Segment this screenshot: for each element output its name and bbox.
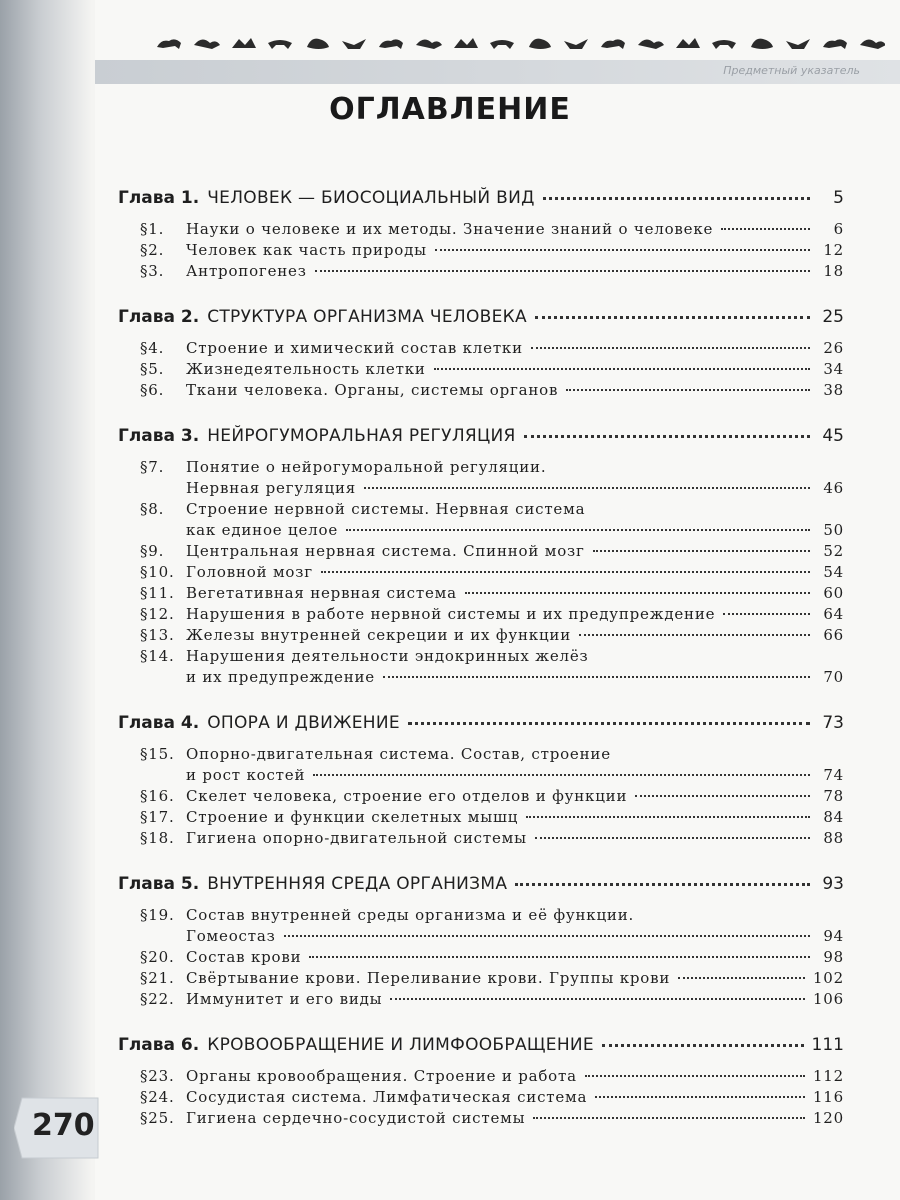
section-page-number: 26	[823, 339, 844, 357]
section-number: §8.	[140, 500, 165, 518]
section-number: §3.	[140, 262, 165, 280]
section-number: §7.	[140, 458, 165, 476]
section-row[interactable]	[118, 1067, 844, 1088]
section-row[interactable]	[118, 969, 844, 990]
section-row[interactable]	[118, 948, 844, 969]
section-page-number: 70	[823, 668, 844, 686]
dot-leader	[533, 1117, 805, 1119]
section-title: Центральная нервная система. Спинной мозг	[186, 542, 585, 560]
animal-silhouette-icon	[414, 33, 442, 51]
section-title: Науки о человеке и их методы. Значение знаний о человеке	[186, 220, 714, 238]
section-number: §19.	[140, 906, 175, 924]
section-row[interactable]	[118, 542, 844, 563]
dot-leader	[408, 722, 810, 725]
dot-leader	[465, 592, 810, 594]
section-page-number: 106	[812, 990, 844, 1008]
animal-silhouette-icon	[340, 33, 368, 51]
chapter-title: КРОВООБРАЩЕНИЕ И ЛИМФООБРАЩЕНИЕ	[207, 1035, 594, 1055]
animal-silhouette-icon	[155, 33, 183, 51]
section-row[interactable]	[118, 220, 844, 241]
animal-silhouette-icon	[229, 33, 257, 51]
section-number: §17.	[140, 808, 175, 826]
section-number: §9.	[140, 542, 165, 560]
section-number: §23.	[140, 1067, 175, 1085]
section-title: Свёртывание крови. Переливание крови. Группы крови	[186, 969, 671, 987]
section-row[interactable]	[118, 990, 844, 1011]
dot-leader	[435, 249, 810, 251]
chapter-sections	[118, 906, 844, 1011]
section-row[interactable]	[118, 458, 844, 479]
section-page-number: 116	[812, 1088, 844, 1106]
section-row[interactable]	[118, 626, 844, 647]
chapter-heading[interactable]	[118, 307, 844, 333]
section-row[interactable]	[118, 605, 844, 626]
chapter-heading[interactable]	[118, 1035, 844, 1061]
dot-leader	[315, 270, 810, 272]
page-title: ОГЛАВЛЕНИЕ	[329, 92, 571, 127]
table-of-contents	[118, 188, 844, 1154]
section-title: Гигиена сердечно-сосудистой системы	[186, 1109, 526, 1127]
section-title: Ткани человека. Органы, системы органов	[186, 381, 559, 399]
chapter-title: СТРУКТУРА ОРГАНИЗМА ЧЕЛОВЕКА	[207, 307, 527, 327]
animal-silhouette-icon	[710, 33, 738, 51]
section-page-number: 60	[823, 584, 844, 602]
dot-leader	[566, 389, 810, 391]
dot-leader	[526, 816, 810, 818]
animal-silhouette-icon	[488, 33, 516, 51]
section-number: §14.	[140, 647, 175, 665]
section-row[interactable]	[118, 647, 844, 668]
dot-leader	[284, 935, 810, 937]
page-number-badge	[14, 1092, 104, 1164]
animal-silhouette-icon	[451, 33, 479, 51]
chapter-sections	[118, 458, 844, 689]
section-title: Опорно-двигательная система. Состав, строение	[186, 745, 611, 763]
section-title: Железы внутренней секреции и их функции	[186, 626, 572, 644]
chapter-sections	[118, 339, 844, 402]
chapter-label: Глава 3.	[118, 426, 200, 446]
chapter-sections	[118, 1067, 844, 1130]
chapter-page-number: 73	[822, 713, 844, 733]
section-number: §6.	[140, 381, 165, 399]
dot-leader	[313, 774, 810, 776]
section-page-number: 88	[823, 829, 844, 847]
section-number: §11.	[140, 584, 175, 602]
chapter-heading[interactable]	[118, 188, 844, 214]
dot-leader	[309, 956, 810, 958]
section-row[interactable]	[118, 829, 844, 850]
animal-silhouette-icon	[525, 33, 553, 51]
section-title: как единое целое	[186, 521, 339, 539]
dot-leader	[390, 998, 805, 1000]
section-row[interactable]	[118, 241, 844, 262]
section-title: Понятие о нейрогуморальной регуляции.	[186, 458, 547, 476]
section-page-number: 50	[823, 521, 844, 539]
section-row[interactable]	[118, 339, 844, 360]
section-row[interactable]	[118, 668, 844, 689]
section-number: §15.	[140, 745, 175, 763]
dot-leader	[535, 316, 810, 319]
chapter-page-number: 25	[822, 307, 844, 327]
section-number: §12.	[140, 605, 175, 623]
section-title: и рост костей	[186, 766, 306, 784]
section-number: §10.	[140, 563, 175, 581]
dot-leader	[721, 228, 810, 230]
section-number: §13.	[140, 626, 175, 644]
section-row[interactable]	[118, 906, 844, 927]
dot-leader	[434, 368, 810, 370]
section-row[interactable]	[118, 787, 844, 808]
section-row[interactable]	[118, 766, 844, 787]
chapter-page-number: 93	[822, 874, 844, 894]
chapter-heading[interactable]	[118, 713, 844, 739]
dot-leader	[346, 529, 810, 531]
animal-decoration-strip	[155, 30, 885, 54]
dot-leader	[579, 634, 810, 636]
section-row[interactable]	[118, 1109, 844, 1130]
chapter-label: Глава 2.	[118, 307, 200, 327]
animal-silhouette-icon	[303, 33, 331, 51]
chapter-title: ЧЕЛОВЕК — БИОСОЦИАЛЬНЫЙ ВИД	[207, 188, 535, 208]
section-page-number: 84	[823, 808, 844, 826]
section-title: Нервная регуляция	[186, 479, 357, 497]
dot-leader	[543, 197, 810, 200]
section-page-number: 34	[823, 360, 844, 378]
section-title: Антропогенез	[186, 262, 307, 280]
section-title: Сосудистая система. Лимфатическая система	[186, 1088, 588, 1106]
section-row[interactable]	[118, 500, 844, 521]
chapter-label: Глава 5.	[118, 874, 200, 894]
section-number: §25.	[140, 1109, 175, 1127]
dot-leader	[515, 883, 810, 886]
section-title: Вегетативная нервная система	[186, 584, 457, 602]
section-title: Состав внутренней среды организма и её функции.	[186, 906, 635, 924]
section-page-number: 6	[833, 220, 844, 238]
dot-leader	[531, 347, 810, 349]
dot-leader	[678, 977, 805, 979]
section-row[interactable]	[118, 745, 844, 766]
chapter-heading[interactable]	[118, 874, 844, 900]
section-page-number: 46	[823, 479, 844, 497]
section-number: §1.	[140, 220, 165, 238]
section-title: и их предупреждение	[186, 668, 375, 686]
chapter-title: ВНУТРЕННЯЯ СРЕДА ОРГАНИЗМА	[207, 874, 508, 894]
chapter-label: Глава 1.	[118, 188, 200, 208]
chapter-heading[interactable]	[118, 426, 844, 452]
section-page-number: 38	[823, 381, 844, 399]
section-row[interactable]	[118, 360, 844, 381]
section-title: Головной мозг	[186, 563, 313, 581]
animal-silhouette-icon	[673, 33, 701, 51]
animal-silhouette-icon	[266, 33, 294, 51]
dot-leader	[364, 487, 810, 489]
section-number: §5.	[140, 360, 165, 378]
chapter-sections	[118, 745, 844, 850]
section-page-number: 18	[823, 262, 844, 280]
animal-silhouette-icon	[747, 33, 775, 51]
section-row[interactable]	[118, 521, 844, 542]
section-page-number: 94	[823, 927, 844, 945]
section-page-number: 12	[823, 241, 844, 259]
section-number: §21.	[140, 969, 175, 987]
animal-silhouette-icon	[599, 33, 627, 51]
dot-leader	[602, 1044, 804, 1047]
section-row[interactable]	[118, 1088, 844, 1109]
section-title: Строение и функции скелетных мышц	[186, 808, 519, 826]
section-row[interactable]	[118, 479, 844, 500]
section-title: Строение нервной системы. Нервная система	[186, 500, 586, 518]
dot-leader	[723, 613, 810, 615]
dot-leader	[535, 837, 810, 839]
animal-silhouette-icon	[784, 33, 812, 51]
section-title: Органы кровообращения. Строение и работа	[186, 1067, 577, 1085]
band-caption: Предметный указатель	[723, 64, 860, 77]
section-page-number: 74	[823, 766, 844, 784]
chapter-page-number: 45	[822, 426, 844, 446]
chapter-title: НЕЙРОГУМОРАЛЬНАЯ РЕГУЛЯЦИЯ	[207, 426, 516, 446]
animal-silhouette-icon	[562, 33, 590, 51]
animal-silhouette-icon	[192, 33, 220, 51]
animal-silhouette-icon	[377, 33, 405, 51]
chapter-page-number: 111	[811, 1035, 844, 1055]
section-row[interactable]	[118, 381, 844, 402]
dot-leader	[635, 795, 810, 797]
dot-leader	[595, 1096, 805, 1098]
dot-leader	[524, 435, 810, 438]
header-band	[95, 60, 900, 84]
section-page-number: 78	[823, 787, 844, 805]
section-title: Жизнедеятельность клетки	[186, 360, 426, 378]
section-row[interactable]	[118, 584, 844, 605]
section-title: Строение и химический состав клетки	[186, 339, 523, 357]
section-row[interactable]	[118, 927, 844, 948]
dot-leader	[593, 550, 810, 552]
section-title: Скелет человека, строение его отделов и функции	[186, 787, 628, 805]
section-title: Нарушения деятельности эндокринных желёз	[186, 647, 589, 665]
section-title: Человек как часть природы	[186, 241, 427, 259]
section-page-number: 54	[823, 563, 844, 581]
section-number: §2.	[140, 241, 165, 259]
section-title: Иммунитет и его виды	[186, 990, 383, 1008]
section-title: Гомеостаз	[186, 927, 276, 945]
section-page-number: 52	[823, 542, 844, 560]
section-title: Состав крови	[186, 948, 302, 966]
page-number: 270	[32, 1108, 95, 1143]
section-page-number: 66	[823, 626, 844, 644]
section-row[interactable]	[118, 262, 844, 283]
section-page-number: 112	[812, 1067, 844, 1085]
dot-leader	[321, 571, 810, 573]
animal-silhouette-icon	[858, 33, 885, 51]
chapter-label: Глава 4.	[118, 713, 200, 733]
animal-silhouette-icon	[636, 33, 664, 51]
chapter-page-number: 5	[833, 188, 844, 208]
chapter-label: Глава 6.	[118, 1035, 200, 1055]
section-number: §22.	[140, 990, 175, 1008]
dot-leader	[585, 1075, 805, 1077]
chapter-sections	[118, 220, 844, 283]
section-page-number: 98	[823, 948, 844, 966]
section-page-number: 64	[823, 605, 844, 623]
section-page-number: 102	[812, 969, 844, 987]
section-row[interactable]	[118, 808, 844, 829]
dot-leader	[383, 676, 810, 678]
section-number: §20.	[140, 948, 175, 966]
section-row[interactable]	[118, 563, 844, 584]
section-number: §4.	[140, 339, 165, 357]
section-title: Нарушения в работе нервной системы и их предупреждение	[186, 605, 716, 623]
section-number: §24.	[140, 1088, 175, 1106]
section-number: §18.	[140, 829, 175, 847]
chapter-title: ОПОРА И ДВИЖЕНИЕ	[207, 713, 400, 733]
section-number: §16.	[140, 787, 175, 805]
animal-silhouette-icon	[821, 33, 849, 51]
section-page-number: 120	[812, 1109, 844, 1127]
section-title: Гигиена опорно-двигательной системы	[186, 829, 527, 847]
